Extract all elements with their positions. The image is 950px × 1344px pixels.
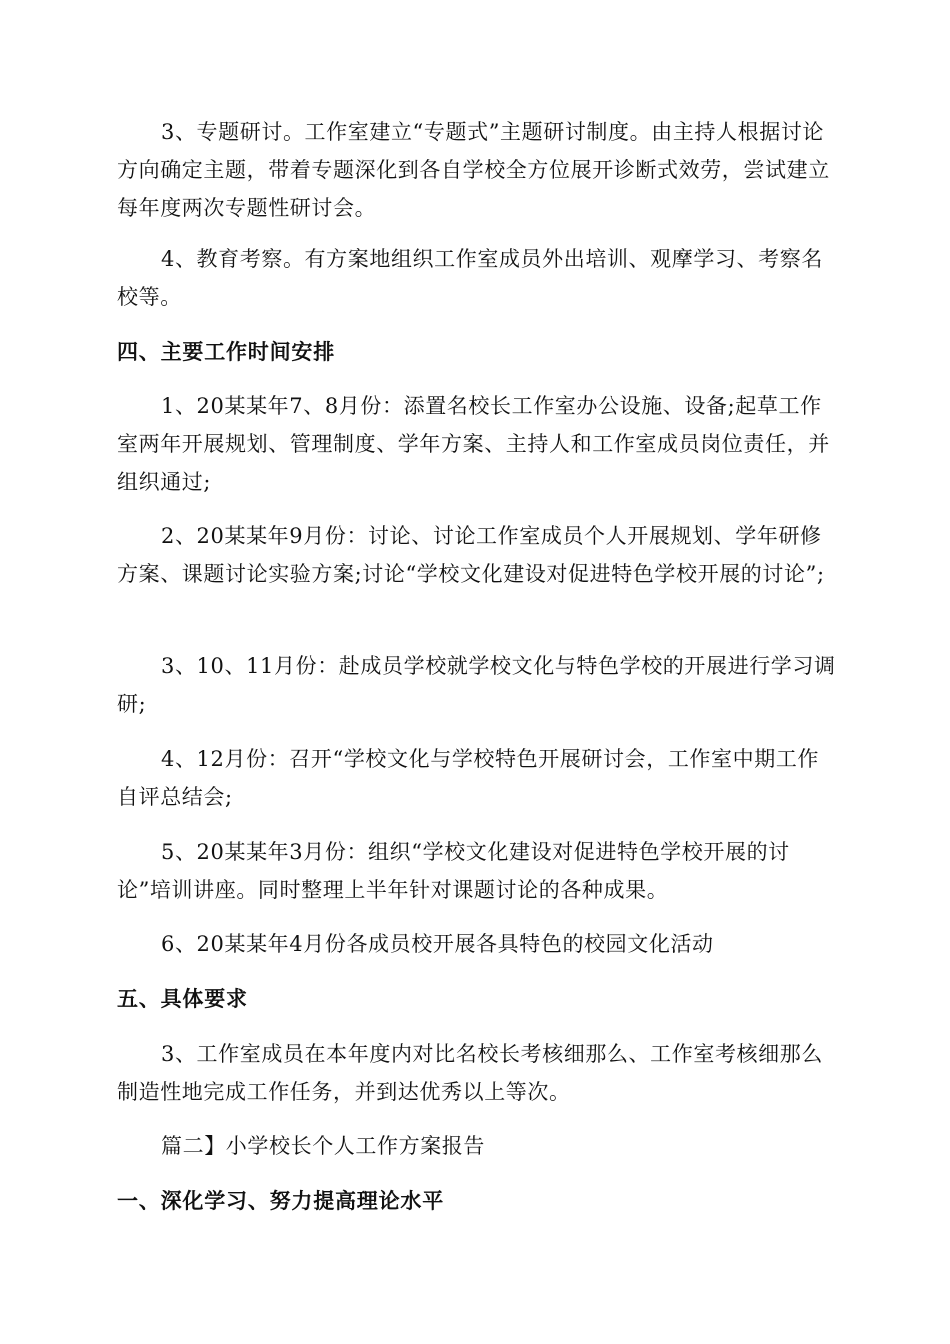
paragraph-schedule-6: 6、20某某年4月份各成员校开展各具特色的校园文化活动 xyxy=(161,932,714,956)
section-heading-study: 一、深化学习、努力提高理论水平 xyxy=(117,1189,444,1213)
paragraph-study-tour: 4、教育考察。有方案地组织工作室成员外出培训、观摩学习、考察名校等。 xyxy=(117,247,823,309)
paragraph-schedule-3: 3、10、11月份：赴成员学校就学校文化与特色学校的开展进行学习调研; xyxy=(117,654,836,716)
section-heading-requirements: 五、具体要求 xyxy=(117,987,248,1011)
paragraph-schedule-4: 4、12月份：召开“学校文化与学校特色开展研讨会，工作室中期工作自评总结会; xyxy=(117,747,820,809)
paragraph-part-two-title: 篇二】小学校长个人工作方案报告 xyxy=(161,1134,485,1158)
paragraph-seminar: 3、专题研讨。工作室建立“专题式”主题研讨制度。由主持人根据讨论方向确定主题，带着专题深化到各自学校全方位展开诊断式效劳，尝试建立每年度两次专题性研讨会。 xyxy=(117,120,830,220)
paragraph-schedule-5: 5、20某某年3月份：组织“学校文化建设对促进特色学校开展的讨论”培训讲座。同时整理上半年针对课题讨论的各种成果。 xyxy=(117,840,790,902)
paragraph-schedule-1: 1、20某某年7、8月份：添置名校长工作室办公设施、设备;起草工作室两年开展规划、管理制度、学年方案、主持人和工作室成员岗位责任，并组织通过; xyxy=(117,394,830,494)
paragraph-schedule-2: 2、20某某年9月份：讨论、讨论工作室成员个人开展规划、学年研修方案、课题讨论实验方案;讨论“学校文化建设对促进特色学校开展的讨论”; xyxy=(117,524,825,586)
section-heading-schedule: 四、主要工作时间安排 xyxy=(117,340,335,364)
paragraph-requirement-3: 3、工作室成员在本年度内对比名校长考核细那么、工作室考核细那么制造性地完成工作任务，并到达优秀以上等次。 xyxy=(117,1042,823,1104)
